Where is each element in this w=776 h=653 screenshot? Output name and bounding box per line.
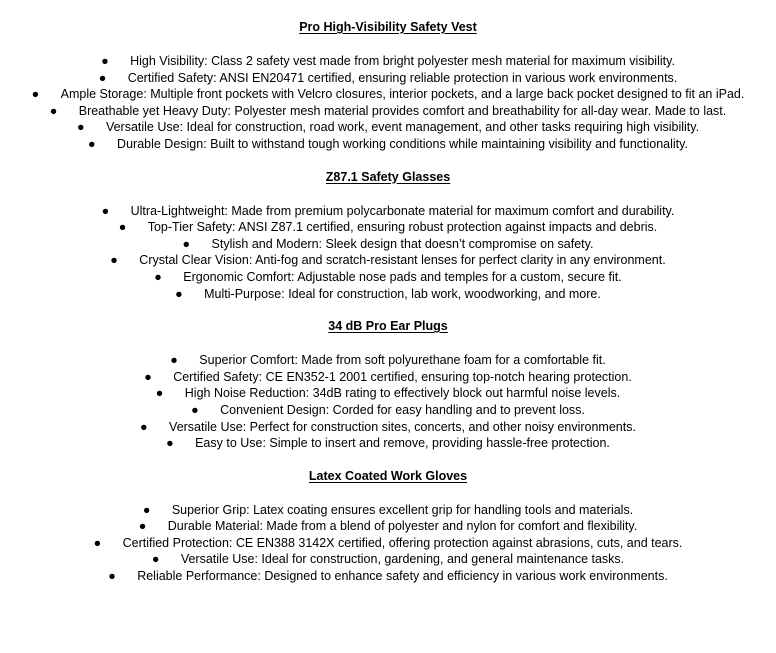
list-item	[0, 86, 776, 103]
list-item-text: Versatile Use: Ideal for construction, road work, event management, and other tasks requiring high visibility.	[105, 120, 700, 135]
list-item-text: Stylish and Modern: Sleek design that doesn’t compromise on safety.	[211, 236, 594, 251]
bullet-icon: ●	[76, 120, 85, 135]
section-ear-plugs	[0, 318, 776, 452]
list-item	[0, 286, 776, 303]
bullet-icon: ●	[175, 286, 183, 301]
bullet-list	[0, 352, 776, 452]
list-item	[0, 136, 776, 153]
list-item	[0, 236, 776, 253]
list-item-text: Multi-Purpose: Ideal for construction, lab work, woodworking, and more.	[204, 286, 601, 301]
section-work-gloves	[0, 468, 776, 585]
bullet-icon: ●	[170, 353, 178, 368]
list-item-text: Superior Grip: Latex coating ensures excellent grip for handling tools and materials.	[171, 502, 634, 517]
list-item	[0, 119, 776, 136]
list-item-text: Certified Protection: CE EN388 3142X certified, offering protection against abrasions, cuts, and tears.	[122, 535, 683, 550]
list-item	[0, 535, 776, 552]
list-item-text: High Noise Reduction: 34dB rating to effectively block out harmful noise levels.	[184, 386, 621, 401]
list-item	[0, 103, 776, 120]
bullet-icon: ●	[151, 552, 160, 567]
bullet-icon: ●	[98, 70, 107, 85]
bullet-icon: ●	[93, 535, 102, 550]
list-item	[0, 435, 776, 452]
list-item	[0, 369, 776, 386]
list-item-text: Breathable yet Heavy Duty: Polyester mesh material provides comfort and breathability for all-day wear. Made to last.	[78, 103, 727, 118]
list-item-text: Reliable Performance: Designed to enhance safety and efficiency in various work environments.	[137, 569, 668, 584]
list-item-text: Top-Tier Safety: ANSI Z87.1 certified, ensuring robust protection against impacts and debris.	[147, 220, 658, 235]
list-item-text: Ergonomic Comfort: Adjustable nose pads and temples for a custom, secure fit.	[183, 269, 622, 284]
list-item-text: Ultra-Lightweight: Made from premium polycarbonate material for maximum comfort and durability.	[130, 203, 675, 218]
list-item	[0, 219, 776, 236]
bullet-icon: ●	[108, 569, 116, 584]
section-title: Latex Coated Work Gloves	[308, 468, 468, 483]
section-safety-vest	[0, 19, 776, 153]
list-item	[0, 419, 776, 436]
section-title: 34 dB Pro Ear Plugs	[328, 319, 448, 334]
bullet-icon: ●	[142, 502, 151, 517]
list-item	[0, 269, 776, 286]
section-title: Pro High-Visibility Safety Vest	[299, 20, 477, 34]
bullet-icon: ●	[118, 220, 127, 235]
bullet-list	[0, 203, 776, 303]
bullet-icon: ●	[191, 402, 199, 417]
list-item-text: Certified Safety: CE EN352-1 2001 certified, ensuring top-notch hearing protection.	[173, 369, 632, 384]
bullet-list	[0, 502, 776, 585]
list-item-text: Convenient Design: Corded for easy handling and to prevent loss.	[220, 402, 585, 417]
bullet-icon: ●	[144, 369, 152, 384]
section-title: Z87.1 Safety Glasses	[325, 169, 451, 184]
section-safety-glasses	[0, 169, 776, 303]
bullet-icon: ●	[182, 236, 191, 251]
bullet-list	[0, 53, 776, 153]
list-item	[0, 352, 776, 369]
list-item-text: Crystal Clear Vision: Anti-fog and scratch-resistant lenses for perfect clarity in any environment.	[139, 253, 666, 268]
list-item	[0, 203, 776, 220]
list-item-text: Versatile Use: Perfect for construction sites, concerts, and other noisy environments.	[169, 419, 636, 434]
bullet-icon: ●	[101, 203, 110, 218]
list-item-text: Easy to Use: Simple to insert and remove, providing hassle-free protection.	[195, 436, 610, 451]
list-item	[0, 70, 776, 87]
list-item-text: Versatile Use: Ideal for construction, gardening, and general maintenance tasks.	[180, 552, 625, 567]
bullet-icon: ●	[49, 103, 58, 118]
bullet-icon: ●	[31, 87, 40, 102]
list-item-text: Durable Design: Built to withstand tough working conditions while maintaining visibility and functionality.	[117, 136, 688, 151]
bullet-icon: ●	[155, 386, 164, 401]
bullet-icon: ●	[154, 269, 162, 284]
list-item	[0, 502, 776, 519]
list-item	[0, 551, 776, 568]
list-item	[0, 53, 776, 70]
list-item-text: Durable Material: Made from a blend of polyester and nylon for comfort and flexibility.	[167, 519, 638, 534]
bullet-icon: ●	[140, 419, 148, 434]
bullet-icon: ●	[138, 519, 147, 534]
list-item	[0, 402, 776, 419]
list-item-text: High Visibility: Class 2 safety vest made from bright polyester mesh material for maximum visibility.	[130, 54, 675, 68]
list-item	[0, 252, 776, 269]
list-item	[0, 385, 776, 402]
list-item-text: Certified Safety: ANSI EN20471 certified, ensuring reliable protection in various work environments.	[127, 70, 678, 85]
list-item	[0, 518, 776, 535]
bullet-icon: ●	[110, 253, 118, 268]
list-item-text: Ample Storage: Multiple front pockets with Velcro closures, interior pockets, and a large back pocket designed to fit an iPad.	[60, 87, 745, 102]
bullet-icon: ●	[88, 136, 96, 151]
bullet-icon: ●	[166, 436, 174, 451]
bullet-icon: ●	[101, 54, 109, 68]
list-item	[0, 568, 776, 585]
list-item-text: Superior Comfort: Made from soft polyurethane foam for a comfortable fit.	[199, 353, 606, 368]
